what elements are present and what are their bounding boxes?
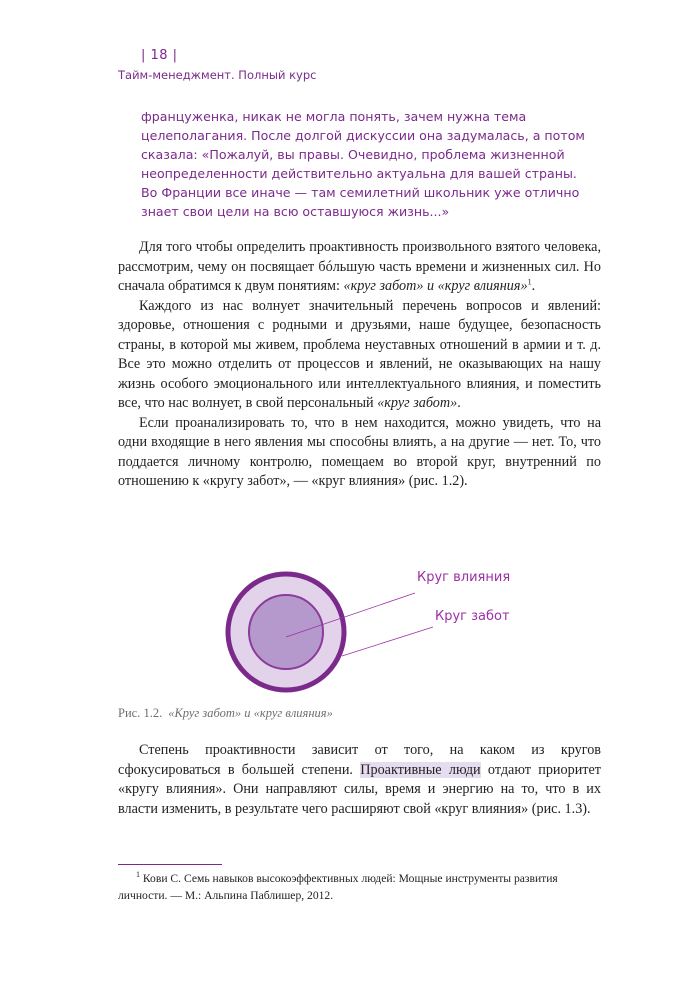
label-circle-of-concern: Круг забот [435,609,510,624]
caption-number: Рис. 1.2. [118,706,163,720]
paragraph-4 [118,741,601,819]
quote-line: знает свои цели на всю оставшуюся жизнь...» [141,204,450,219]
figure-caption [118,706,333,721]
quote-block [141,107,585,221]
body-text-upper [118,238,601,492]
quote-line: Во Франции все иначе — там семилетний школьник уже отлично [141,185,580,200]
label-circle-of-influence: Круг влияния [417,570,511,585]
paragraph-2-italic: «круг забот» [377,395,458,411]
highlighted-phrase[interactable]: Проактивные люди [360,761,481,778]
paragraph-1-end: . [531,278,536,294]
paragraph-2-text: Каждого из нас волнует значительный перечень вопросов и явлений: здоровье, отношения с родными и друзьями, наше будущее, безопасность страны, в которой мы живем, проблема неуставных отношений в армии и т. д. Все это можно отделить от процессов и явлений, не оказывающих на нашу жизнь особого эмоционального или интеллектуального влияния, и поместить все, что нас волнует, в свой персональный [118,297,601,411]
paragraph-1-italic: «круг забот» и «круг влияния» [343,278,528,294]
page-number: | 18 | [141,48,178,63]
running-head: Тайм-менеджмент. Полный курс [118,68,317,82]
paragraph-3: Если проанализировать то, что в нем находится, можно увидеть, что на одни входящие в него явления мы способны влиять, а на другие — нет. То, что поддается личному контролю, помещаем во второй круг, внутренний по отношению к «кругу забот», — «круг влияния» (рис. 1.2). [118,414,601,489]
paragraph-1 [118,238,601,297]
pointer-line-concern [342,627,433,656]
paragraph-2 [118,297,601,414]
body-text-lower [118,741,601,819]
footnote-reference: 1 [527,277,532,287]
paragraph-1-text: Для того чтобы определить проактивность произвольного взятого человека, рассмотрим, чему он посвящает бóльшую часть времени и жизненных сил. Но сначала обратимся к двум понятиям: [118,239,601,294]
paragraph-4-start: Степень проактивности зависит от того, на каком из кругов сфокусироваться в большей степени. [118,742,601,778]
footnote-number: 1 [136,870,140,880]
circles-figure [220,565,520,695]
footnote [118,870,601,904]
quote-line: целеполагания. После долгой дискуссии она задумалась, а потом [141,128,585,143]
paragraph-2-end: . [457,395,461,411]
footnote-text: Кови С. Семь навыков высокоэффективных людей: Мощные инструменты развития личности. — М.: Альпина Паблишер, 2012. [118,872,558,902]
paragraph-4-end: отдают приоритет «кругу влияния». Они направляют силы, время и энергию на то, что в их власти изменить, в результате чего расширяют свой «круг влияния» (рис. 1.3). [118,761,601,817]
footnote-divider [118,864,222,865]
quote-line: сказала: «Пожалуй, вы правы. Очевидно, проблема жизненной [141,147,565,162]
quote-line: француженка, никак не могла понять, зачем нужна тема [141,109,527,124]
quote-line: неопределенности действительно актуальна для вашей страны. [141,166,577,181]
caption-text: «Круг забот» и «круг влияния» [168,706,333,720]
